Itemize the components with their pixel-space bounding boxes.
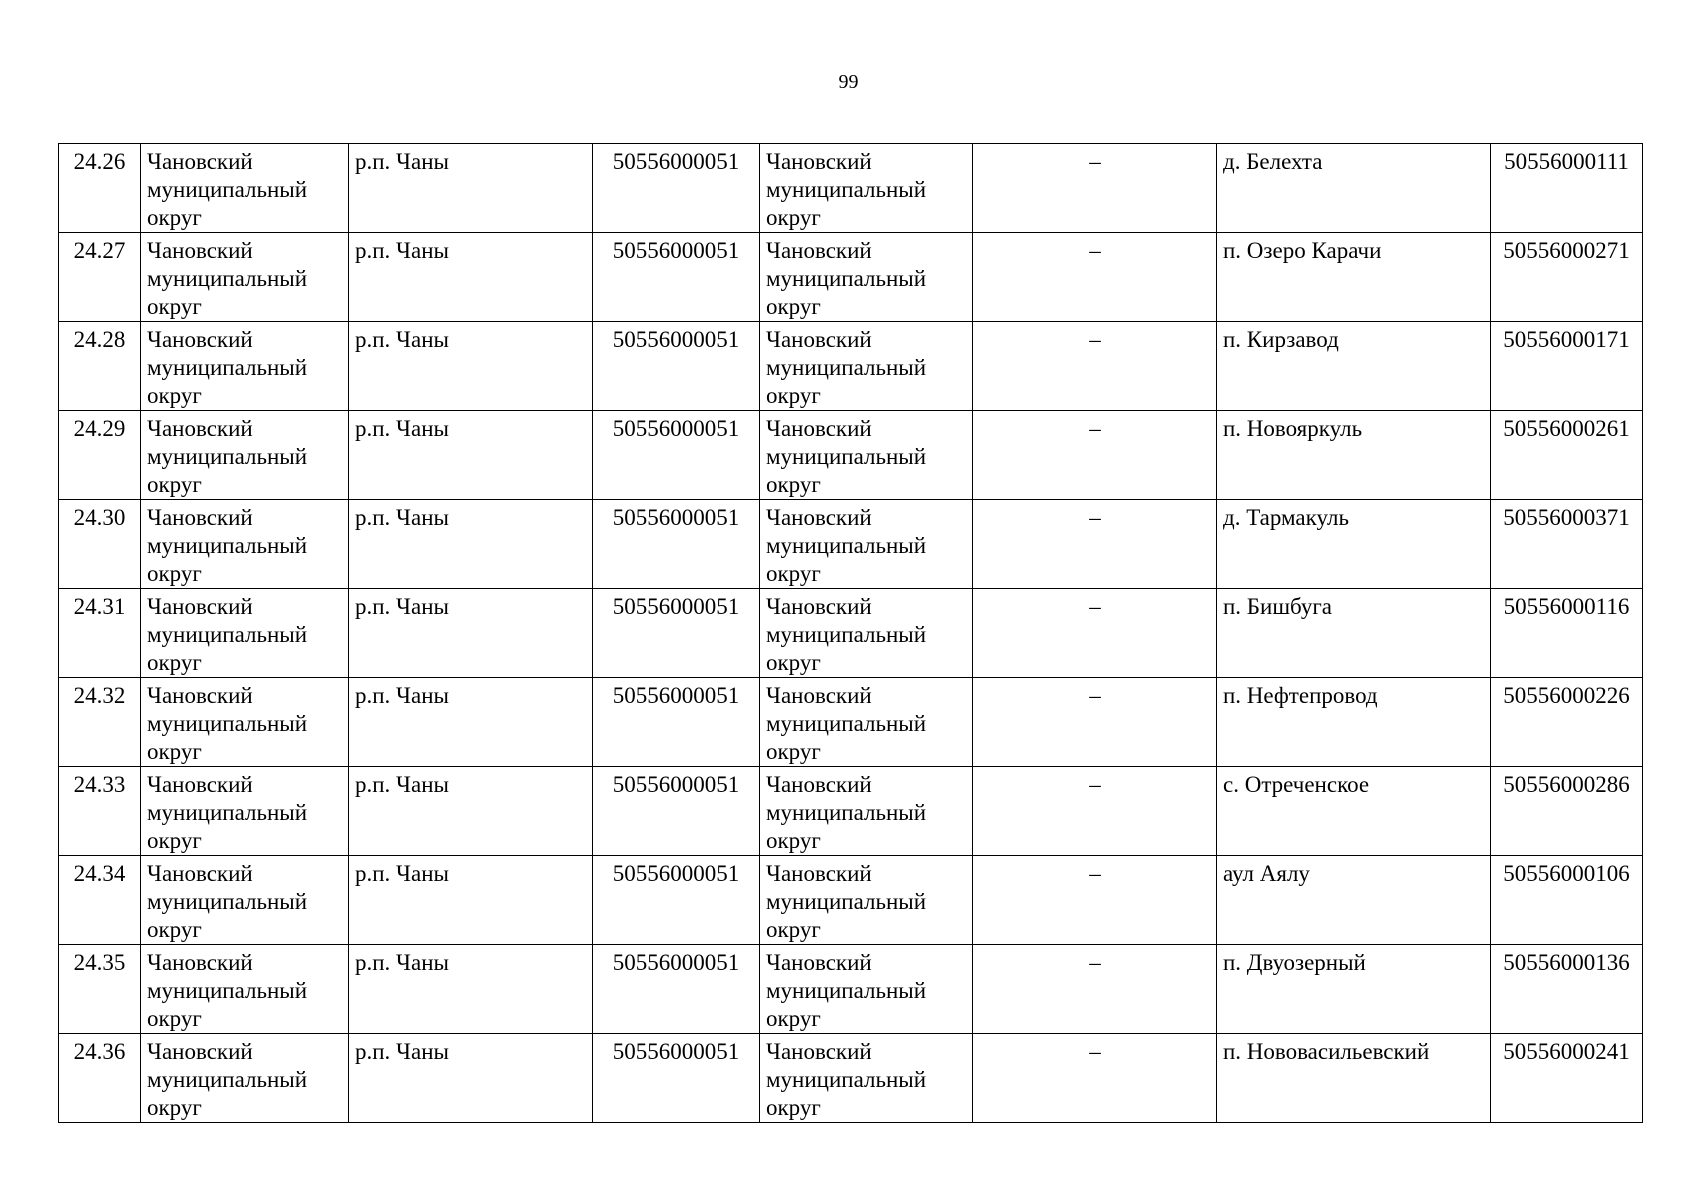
empty-dash-cell: –: [973, 322, 1217, 411]
district-cell: Чановский муниципальный округ: [141, 589, 349, 678]
row-number-cell: 24.32: [59, 678, 141, 767]
empty-dash-cell: –: [973, 767, 1217, 856]
admin-center-code-cell: 50556000051: [593, 322, 760, 411]
empty-dash-cell: –: [973, 500, 1217, 589]
empty-dash-cell: –: [973, 1034, 1217, 1123]
settlement-code-cell: 50556000226: [1491, 678, 1643, 767]
district-cell: Чановский муниципальный округ: [141, 144, 349, 233]
table-row: [59, 322, 1643, 411]
table-row: [59, 500, 1643, 589]
admin-center-code-cell: 50556000051: [593, 411, 760, 500]
admin-center-cell: р.п. Чаны: [349, 322, 593, 411]
settlement-cell: п. Кирзавод: [1217, 322, 1491, 411]
row-number-cell: 24.33: [59, 767, 141, 856]
admin-center-code-cell: 50556000051: [593, 1034, 760, 1123]
settlement-cell: д. Тармакуль: [1217, 500, 1491, 589]
settlement-cell: п. Двуозерный: [1217, 945, 1491, 1034]
municipality-cell: Чановский муниципальный округ: [760, 322, 973, 411]
settlements-table: [58, 143, 1643, 1123]
district-cell: Чановский муниципальный округ: [141, 322, 349, 411]
table-row: [59, 233, 1643, 322]
settlement-code-cell: 50556000271: [1491, 233, 1643, 322]
table-row: [59, 411, 1643, 500]
row-number-cell: 24.27: [59, 233, 141, 322]
district-cell: Чановский муниципальный округ: [141, 767, 349, 856]
empty-dash-cell: –: [973, 856, 1217, 945]
district-cell: Чановский муниципальный округ: [141, 945, 349, 1034]
table-row: [59, 144, 1643, 233]
empty-dash-cell: –: [973, 144, 1217, 233]
table-row: [59, 856, 1643, 945]
table-row: [59, 678, 1643, 767]
table-row: [59, 589, 1643, 678]
settlement-code-cell: 50556000286: [1491, 767, 1643, 856]
page-number: 99: [838, 71, 859, 93]
admin-center-code-cell: 50556000051: [593, 500, 760, 589]
settlement-code-cell: 50556000241: [1491, 1034, 1643, 1123]
row-number-cell: 24.36: [59, 1034, 141, 1123]
admin-center-cell: р.п. Чаны: [349, 678, 593, 767]
row-number-cell: 24.28: [59, 322, 141, 411]
admin-center-cell: р.п. Чаны: [349, 589, 593, 678]
district-cell: Чановский муниципальный округ: [141, 678, 349, 767]
municipality-cell: Чановский муниципальный округ: [760, 144, 973, 233]
admin-center-cell: р.п. Чаны: [349, 856, 593, 945]
settlement-code-cell: 50556000261: [1491, 411, 1643, 500]
settlement-code-cell: 50556000116: [1491, 589, 1643, 678]
district-cell: Чановский муниципальный округ: [141, 1034, 349, 1123]
settlement-code-cell: 50556000106: [1491, 856, 1643, 945]
settlement-code-cell: 50556000171: [1491, 322, 1643, 411]
admin-center-cell: р.п. Чаны: [349, 945, 593, 1034]
table-body: [59, 144, 1643, 1123]
district-cell: Чановский муниципальный округ: [141, 500, 349, 589]
empty-dash-cell: –: [973, 589, 1217, 678]
row-number-cell: 24.30: [59, 500, 141, 589]
settlement-cell: п. Новояркуль: [1217, 411, 1491, 500]
district-cell: Чановский муниципальный округ: [141, 411, 349, 500]
empty-dash-cell: –: [973, 678, 1217, 767]
row-number-cell: 24.26: [59, 144, 141, 233]
admin-center-cell: р.п. Чаны: [349, 1034, 593, 1123]
municipality-cell: Чановский муниципальный округ: [760, 500, 973, 589]
settlement-cell: п. Озеро Карачи: [1217, 233, 1491, 322]
admin-center-code-cell: 50556000051: [593, 856, 760, 945]
admin-center-code-cell: 50556000051: [593, 678, 760, 767]
municipality-cell: Чановский муниципальный округ: [760, 945, 973, 1034]
settlement-code-cell: 50556000136: [1491, 945, 1643, 1034]
settlement-cell: п. Нововасильевский: [1217, 1034, 1491, 1123]
row-number-cell: 24.34: [59, 856, 141, 945]
admin-center-cell: р.п. Чаны: [349, 767, 593, 856]
row-number-cell: 24.35: [59, 945, 141, 1034]
settlement-cell: д. Белехта: [1217, 144, 1491, 233]
admin-center-cell: р.п. Чаны: [349, 144, 593, 233]
district-cell: Чановский муниципальный округ: [141, 856, 349, 945]
settlement-code-cell: 50556000371: [1491, 500, 1643, 589]
admin-center-cell: р.п. Чаны: [349, 233, 593, 322]
settlement-cell: п. Бишбуга: [1217, 589, 1491, 678]
admin-center-code-cell: 50556000051: [593, 233, 760, 322]
municipality-cell: Чановский муниципальный округ: [760, 678, 973, 767]
admin-center-code-cell: 50556000051: [593, 945, 760, 1034]
municipality-cell: Чановский муниципальный округ: [760, 767, 973, 856]
settlement-cell: аул Аялу: [1217, 856, 1491, 945]
table-row: [59, 767, 1643, 856]
empty-dash-cell: –: [973, 233, 1217, 322]
municipality-cell: Чановский муниципальный округ: [760, 589, 973, 678]
table-row: [59, 1034, 1643, 1123]
municipality-cell: Чановский муниципальный округ: [760, 856, 973, 945]
admin-center-code-cell: 50556000051: [593, 589, 760, 678]
table-row: [59, 945, 1643, 1034]
municipality-cell: Чановский муниципальный округ: [760, 233, 973, 322]
admin-center-code-cell: 50556000051: [593, 767, 760, 856]
municipality-cell: Чановский муниципальный округ: [760, 1034, 973, 1123]
row-number-cell: 24.29: [59, 411, 141, 500]
settlement-code-cell: 50556000111: [1491, 144, 1643, 233]
admin-center-cell: р.п. Чаны: [349, 500, 593, 589]
settlement-cell: п. Нефтепровод: [1217, 678, 1491, 767]
empty-dash-cell: –: [973, 945, 1217, 1034]
district-cell: Чановский муниципальный округ: [141, 233, 349, 322]
admin-center-cell: р.п. Чаны: [349, 411, 593, 500]
settlement-cell: с. Отреченское: [1217, 767, 1491, 856]
municipality-cell: Чановский муниципальный округ: [760, 411, 973, 500]
empty-dash-cell: –: [973, 411, 1217, 500]
row-number-cell: 24.31: [59, 589, 141, 678]
admin-center-code-cell: 50556000051: [593, 144, 760, 233]
